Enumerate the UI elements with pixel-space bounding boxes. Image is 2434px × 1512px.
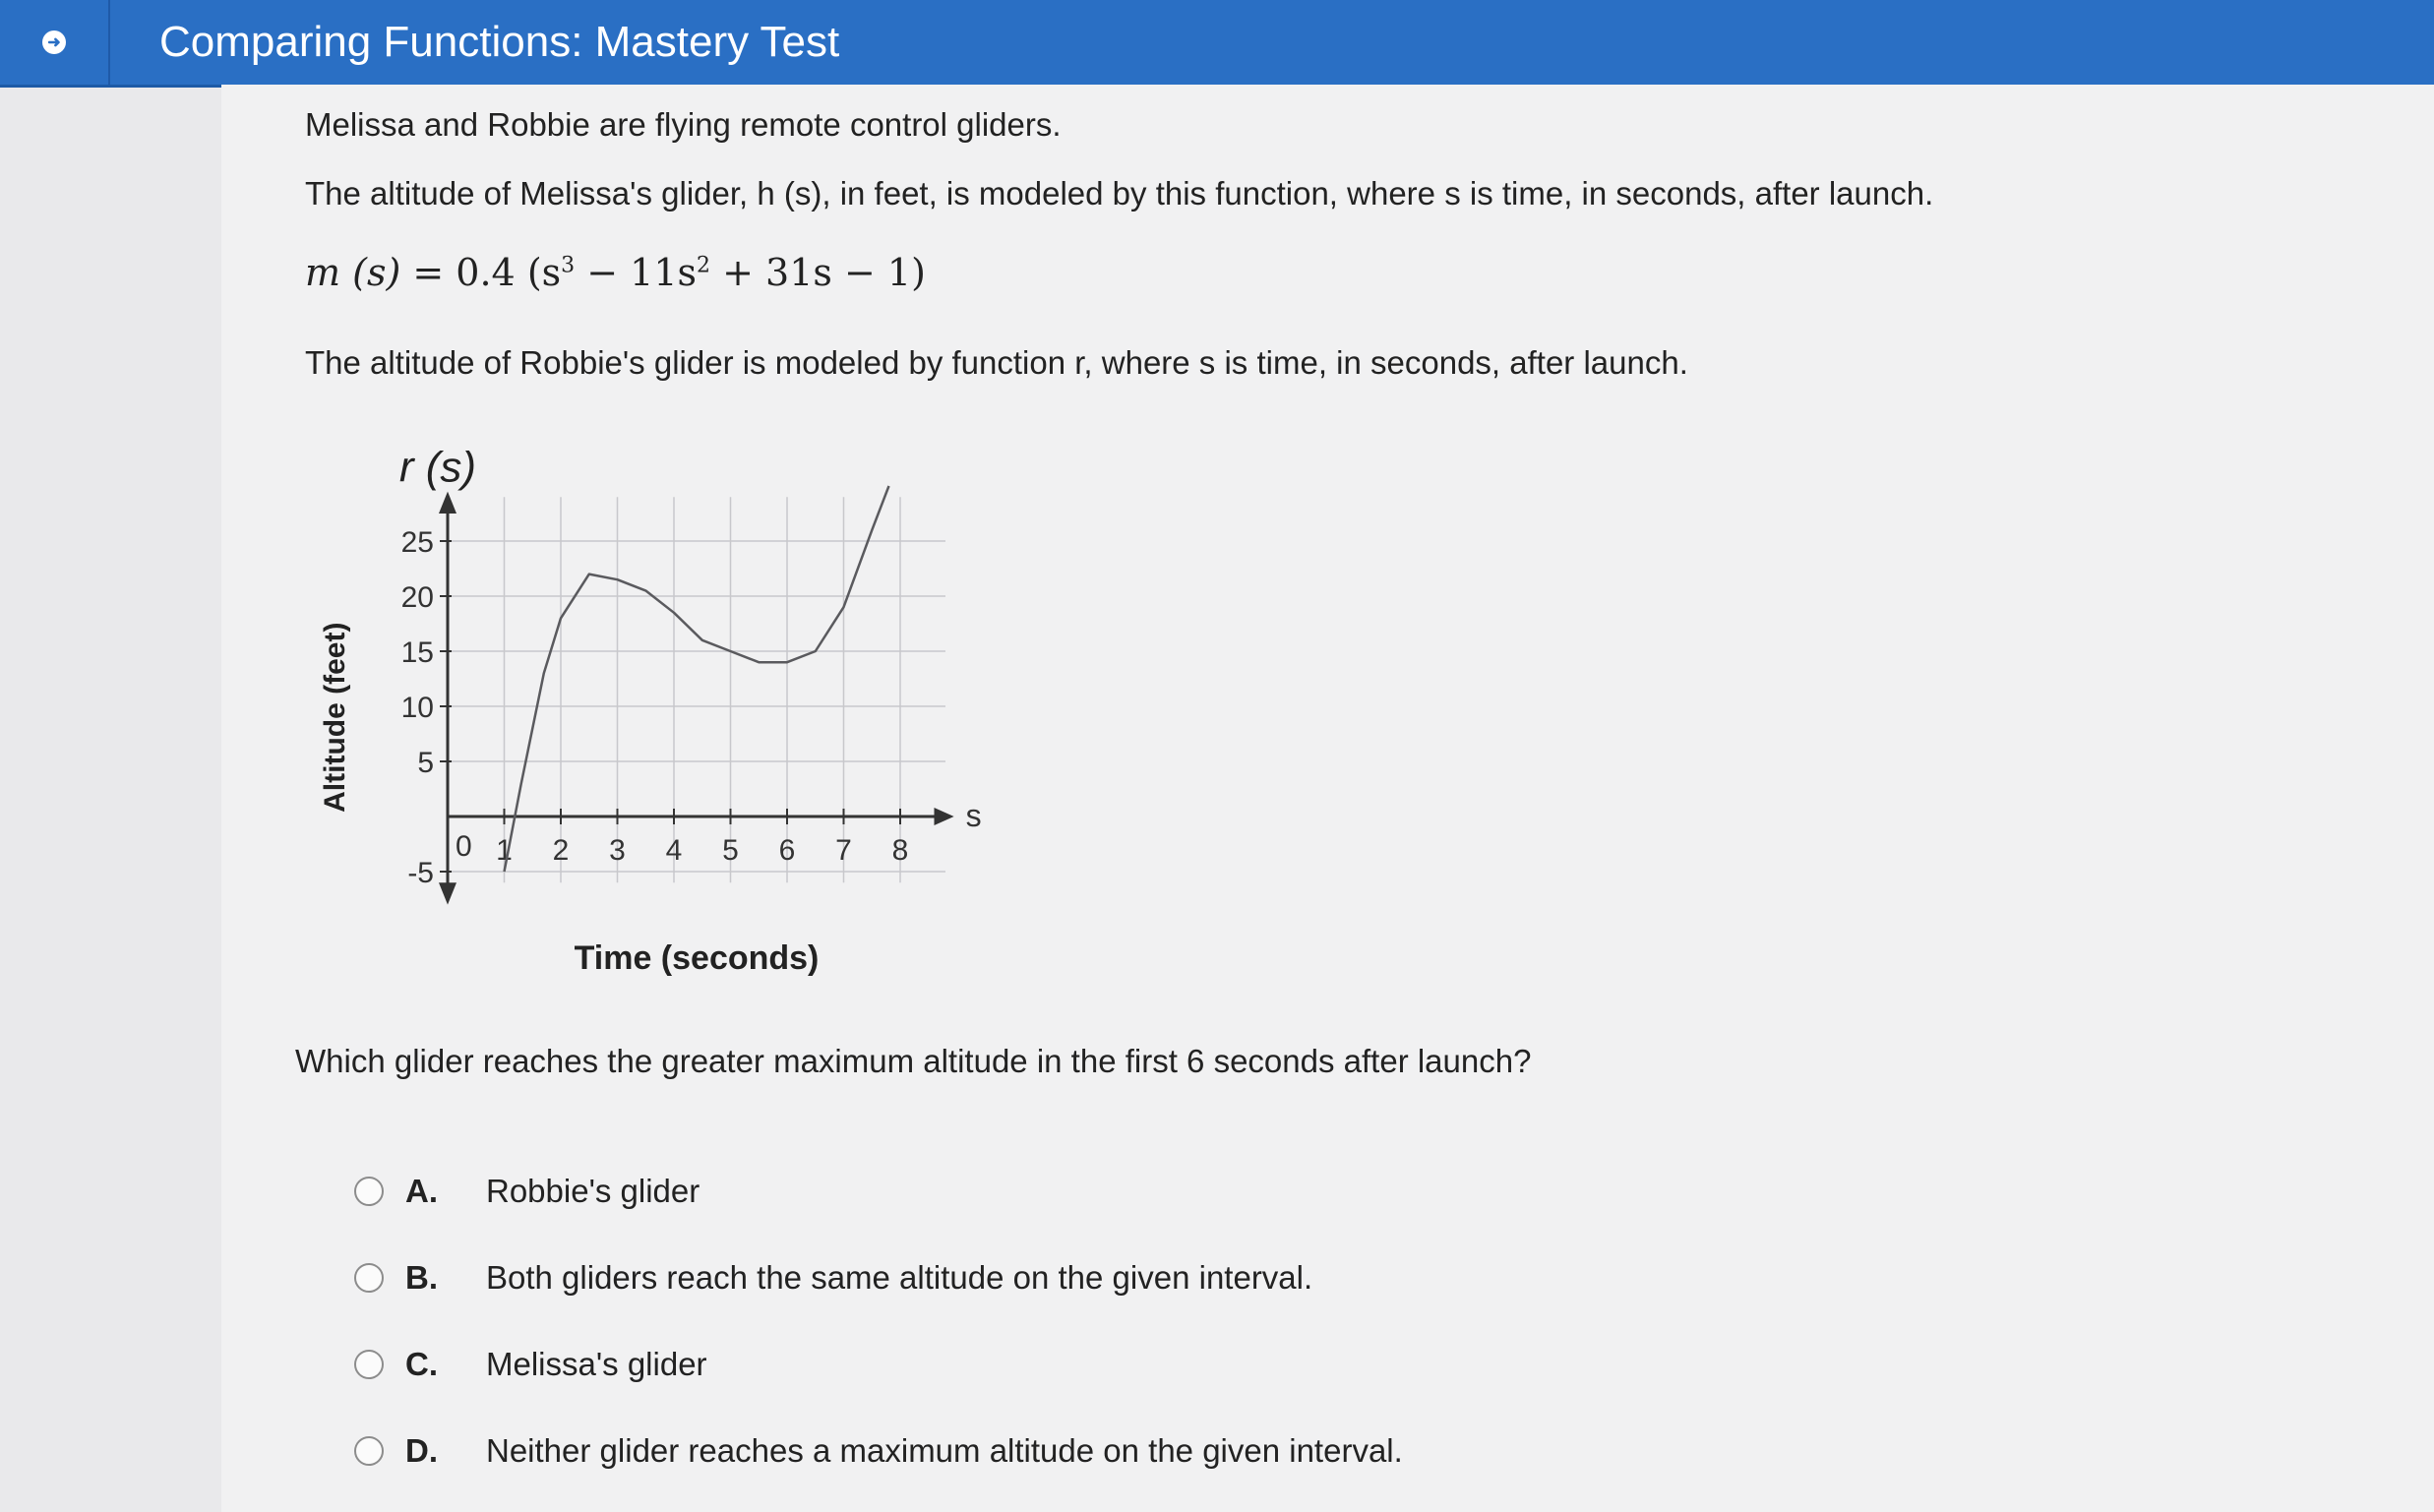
option-c[interactable] <box>354 1346 707 1383</box>
formula-exp1: 3 <box>561 253 576 278</box>
option-b-text: Both gliders reach the same altitude on the given interval. <box>486 1259 1313 1296</box>
radio-c[interactable] <box>354 1350 384 1379</box>
chart-title: r (s) <box>398 443 477 492</box>
radio-d[interactable] <box>354 1436 384 1466</box>
y-tick-label: 25 <box>400 526 434 559</box>
radio-a[interactable] <box>354 1177 384 1206</box>
melissa-formula <box>305 251 926 294</box>
y-axis-label: Altitude (feet) <box>319 622 351 813</box>
series-line <box>505 486 889 872</box>
option-a-text: Robbie's glider <box>486 1173 700 1209</box>
y-tick-label: 5 <box>417 747 434 779</box>
radio-b[interactable] <box>354 1263 384 1293</box>
x-tick-label: 4 <box>665 834 683 867</box>
formula-lhs: m (s) <box>305 251 401 294</box>
origin-label: 0 <box>456 830 472 863</box>
option-b-letter: B. <box>405 1259 438 1296</box>
formula-term3: + 31s − 1) <box>722 251 926 294</box>
option-a-letter: A. <box>405 1173 438 1209</box>
option-d-text: Neither glider reaches a maximum altitude on the given interval. <box>486 1432 1403 1469</box>
nav-button[interactable] <box>0 0 110 85</box>
x-axis-label: Time (seconds) <box>574 939 820 977</box>
problem-intro: Melissa and Robbie are flying remote control gliders. <box>305 106 1062 143</box>
melissa-description: The altitude of Melissa's glider, h (s), in feet, is modeled by this function, where s is time, in seconds, after launch. <box>305 175 1934 212</box>
y-tick-label: 10 <box>400 692 434 724</box>
robbie-altitude-graph <box>315 433 1023 1003</box>
formula-open: (s <box>526 251 562 294</box>
formula-equals: = <box>412 251 445 294</box>
x-tick-label: 7 <box>835 834 852 867</box>
robbie-description: The altitude of Robbie's glider is modeled by function r, where s is time, in seconds, after launch. <box>305 344 1688 381</box>
page-title: Comparing Functions: Mastery Test <box>159 18 840 66</box>
y-axis-arrow-up <box>439 492 456 514</box>
x-tick-label: 5 <box>722 834 739 867</box>
option-b[interactable] <box>354 1259 1312 1297</box>
option-c-letter: C. <box>405 1346 438 1382</box>
formula-exp2: 2 <box>697 253 711 278</box>
formula-coefficient: 0.4 <box>456 251 516 294</box>
x-tick-label: 8 <box>891 834 909 867</box>
option-d-letter: D. <box>405 1432 438 1469</box>
x-tick-label: 6 <box>778 834 796 867</box>
y-tick-label: 20 <box>400 581 434 614</box>
y-tick-label: -5 <box>407 857 434 889</box>
x-tick-label: 2 <box>552 834 570 867</box>
arrow-circle-icon: ➜ <box>42 30 66 54</box>
option-c-text: Melissa's glider <box>486 1346 707 1382</box>
top-bar <box>0 0 2434 88</box>
y-tick-label: 15 <box>400 636 434 669</box>
option-a[interactable] <box>354 1173 700 1210</box>
question-text: Which glider reaches the greater maximum altitude in the first 6 seconds after launch? <box>295 1043 1532 1079</box>
x-axis-arrow <box>935 808 954 825</box>
y-axis-arrow-down <box>439 882 456 904</box>
x-axis-variable-label: s <box>965 798 982 833</box>
x-tick-label: 1 <box>496 834 513 867</box>
formula-term2: − 11s <box>586 251 698 294</box>
option-d[interactable] <box>354 1432 1403 1470</box>
x-tick-label: 3 <box>609 834 626 867</box>
